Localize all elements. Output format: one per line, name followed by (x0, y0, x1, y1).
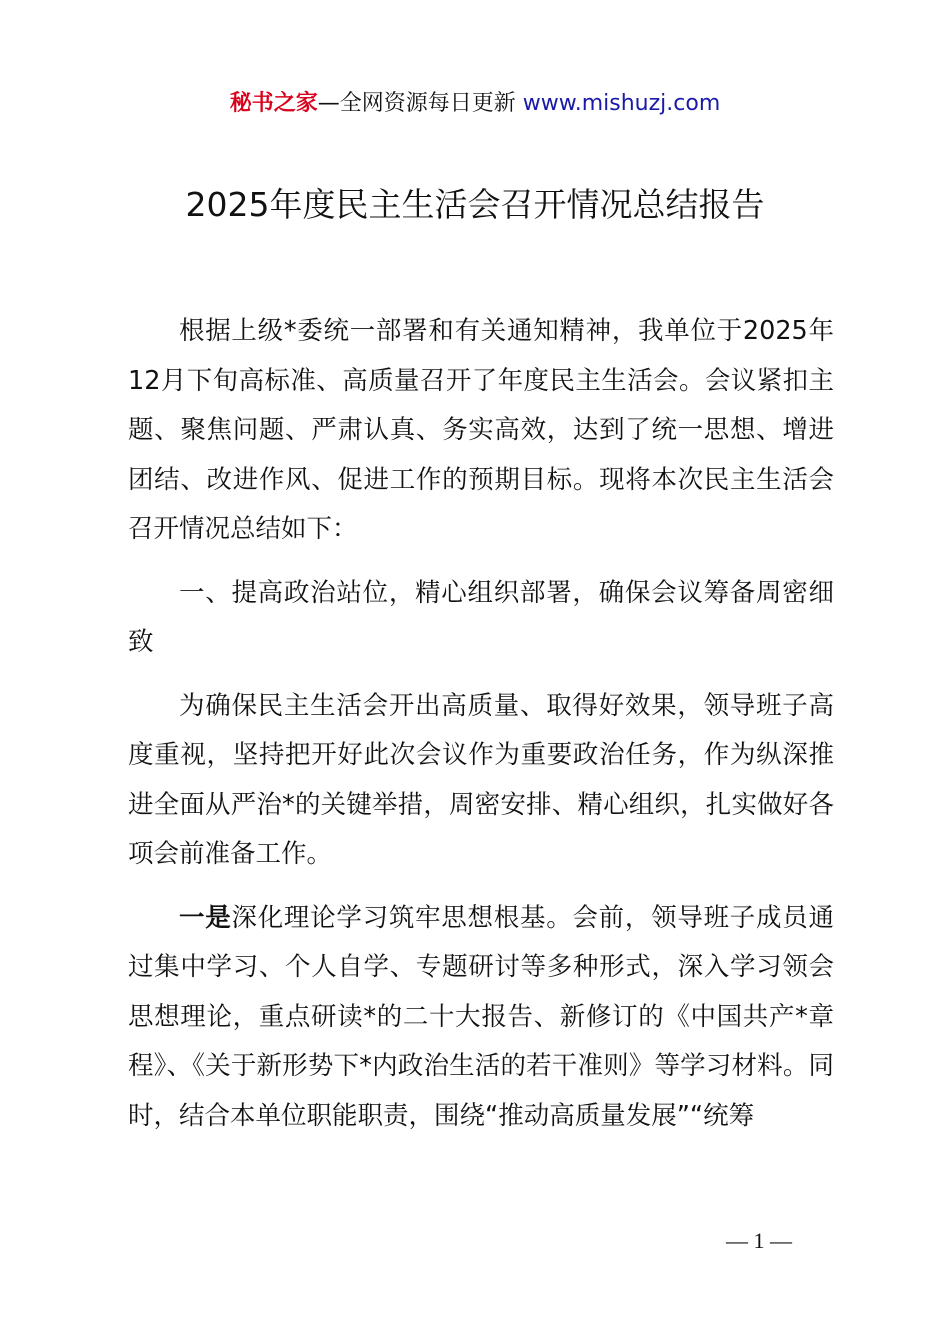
header-tagline: —全网资源每日更新 (317, 91, 523, 116)
paragraph-point-1 (128, 894, 834, 1142)
paragraph-text: 根据上级*委统一部署和有关通知精神，我单位于2025年12月下旬高标准、高质量召开了年度民主生活会。会议紧扣主题、聚焦问题、严肃认真、务实高效，达到了统一思想、增进团结、改进作风、促进工作的预期目标。现将本次民主生活会召开情况总结如下： (128, 316, 834, 544)
document-body (128, 307, 834, 1155)
brand-logo-text: 秘书之家 (229, 91, 318, 116)
paragraph-text: 深化理论学习筑牢思想根基。会前，领导班子成员通过集中学习、个人自学、专题研讨等多种形式，深入学习领会思想理论，重点研读*的二十大报告、新修订的《中国共产*章程》、《关于新形势下*内政治生活的若干准则》等学习材料。同时，结合本单位职能职责，围绕“推动高质量发展”“统筹 (128, 902, 834, 1131)
watermark-header (0, 88, 950, 120)
paragraph-intro (128, 307, 834, 555)
paragraph-text: 为确保民主生活会开出高质量、取得好效果，领导班子高度重视，坚持把开好此次会议作为重要政治任务，作为纵深推进全面从严治*的关键举措，周密安排、精心组织，扎实做好各项会前准备工作。 (128, 690, 834, 869)
document-title: 2025年度民主生活会召开情况总结报告 (185, 185, 765, 224)
header-url-link[interactable]: www.mishuzj.com (522, 91, 721, 116)
section-heading-1 (128, 569, 834, 668)
point-lead: 一是 (179, 902, 232, 933)
page-number: — 1 — (726, 1228, 792, 1253)
paragraph-section-1 (128, 682, 834, 880)
heading-text: 一、提高政治站位，精心组织部署，确保会议筹备周密细致 (128, 577, 834, 657)
